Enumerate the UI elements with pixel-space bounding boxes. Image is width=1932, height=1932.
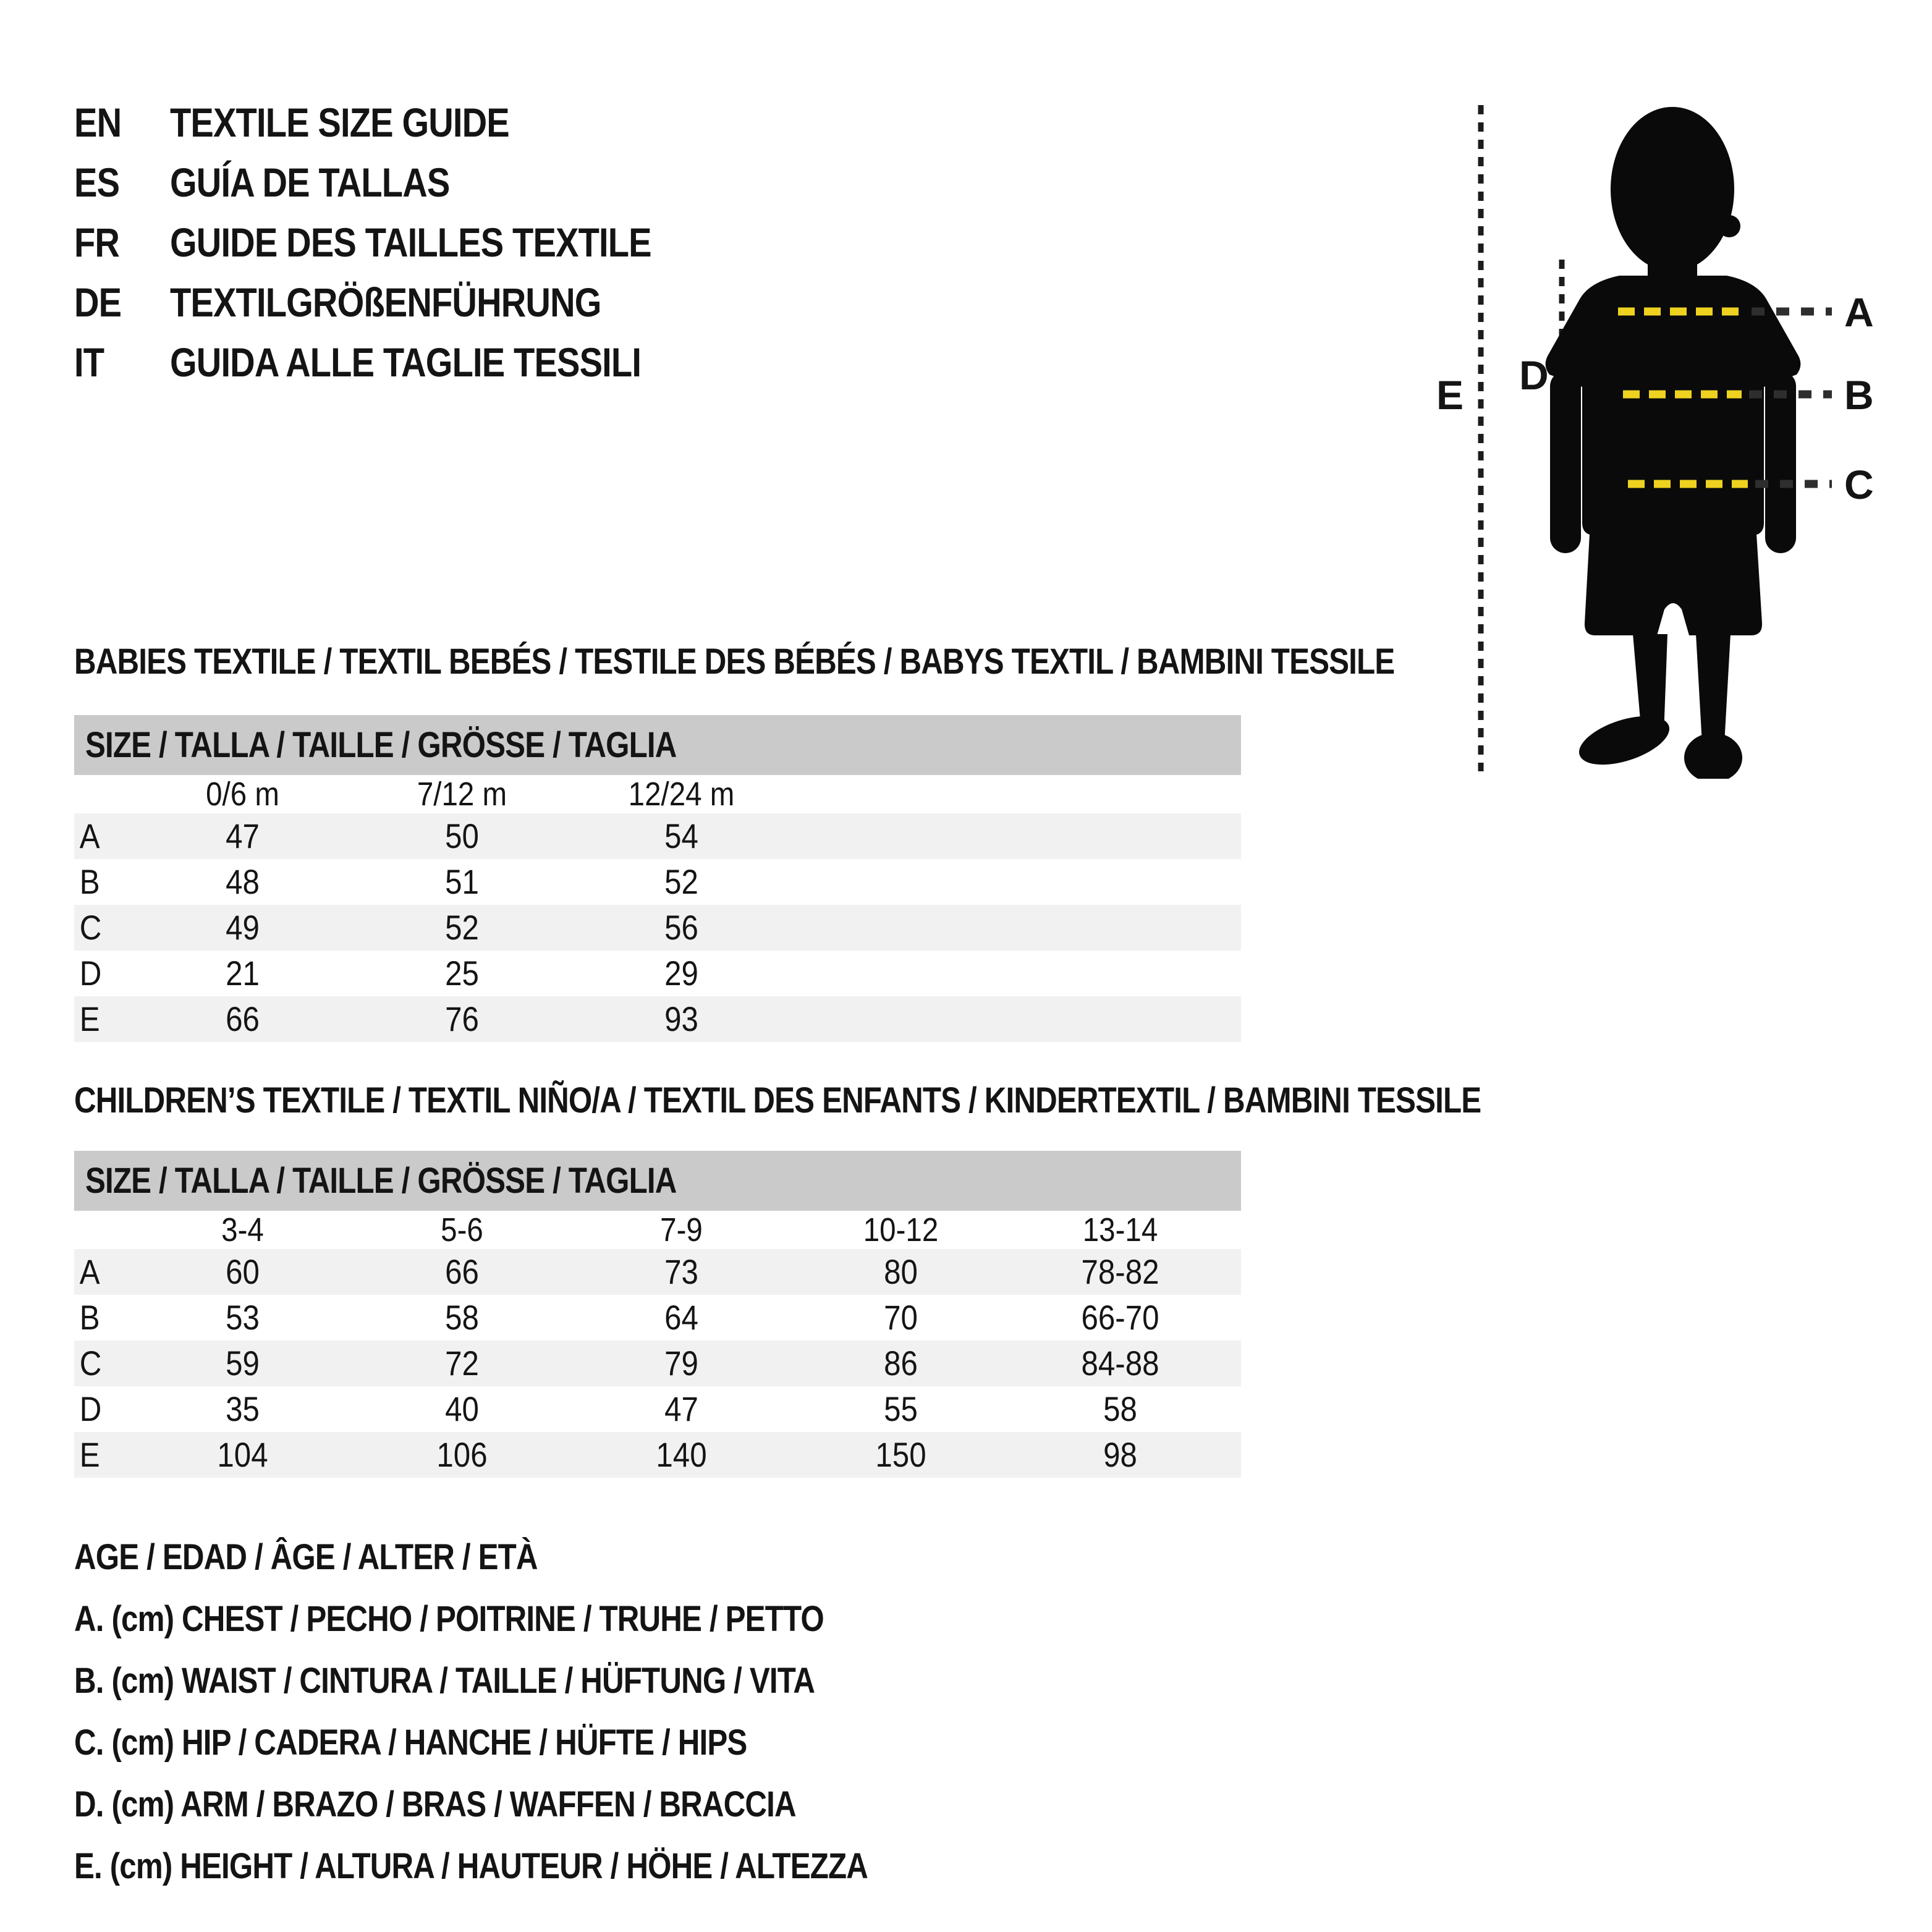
table-cell: 52 [664, 862, 698, 901]
table-cell: 60 [226, 1252, 260, 1291]
table-row [74, 951, 1241, 996]
children-size-table [74, 1151, 1241, 1478]
table-row [74, 1432, 1241, 1478]
table-row [74, 1249, 1241, 1295]
table-cell: 50 [445, 816, 479, 855]
table-cell: 66 [445, 1252, 479, 1291]
lang-code: ES [74, 159, 120, 205]
size-header-bar: SIZE / TALLA / TAILLE / GRÖSSE / TAGLIA [74, 715, 1241, 775]
legend-height-line: E. (cm) HEIGHT / ALTURA / HAUTEUR / HÖHE / ALTEZZA [74, 1846, 868, 1886]
guide-title-es: GUÍA DE TALLAS [170, 159, 450, 205]
table-cell: 47 [664, 1389, 698, 1428]
column-header: 7/12 m [417, 776, 507, 813]
babies-section-title: BABIES TEXTILE / TEXTIL BEBÉS / TESTILE DES BÉBÉS / BABYS TEXTIL / BAMBINI TESSILE [74, 642, 1395, 682]
column-header: 10-12 [863, 1211, 939, 1248]
table-cell: 70 [884, 1298, 918, 1337]
table-cell: 79 [664, 1344, 698, 1383]
table-cell: 84-88 [1081, 1344, 1159, 1383]
table-row [74, 996, 1241, 1042]
table-cell: 150 [875, 1435, 926, 1474]
measure-label-a: A [1844, 289, 1874, 335]
guide-title-fr: GUIDE DES TAILLES TEXTILE [170, 219, 651, 265]
lang-code: EN [74, 100, 122, 145]
table-row [74, 1295, 1241, 1341]
row-label: A [79, 1252, 100, 1291]
table-cell: 72 [445, 1344, 479, 1383]
column-header-row [74, 775, 1241, 813]
children-section-title: CHILDREN’S TEXTILE / TEXTIL NIÑO/A / TEXTIL DES ENFANTS / KINDERTEXTIL / BAMBINI TESSILE [74, 1080, 1481, 1121]
row-label: D [79, 1389, 102, 1428]
table-cell: 66 [226, 999, 260, 1038]
measure-label-c: C [1844, 462, 1874, 507]
table-cell: 80 [884, 1252, 918, 1291]
table-cell: 35 [226, 1389, 260, 1428]
column-header: 3-4 [221, 1211, 264, 1248]
legend-chest-line: A. (cm) CHEST / PECHO / POITRINE / TRUHE / PETTO [74, 1599, 824, 1639]
table-row [74, 1341, 1241, 1386]
table-cell: 21 [226, 954, 260, 993]
row-label: C [79, 908, 102, 947]
lang-code: DE [74, 279, 122, 325]
table-row [74, 813, 1241, 859]
column-header: 0/6 m [206, 776, 279, 813]
lang-code: FR [74, 219, 120, 265]
legend-waist-line: B. (cm) WAIST / CINTURA / TAILLE / HÜFTUNG / VITA [74, 1661, 815, 1701]
table-cell: 48 [226, 862, 260, 901]
measure-label-e: E [1436, 372, 1464, 418]
table-row [74, 859, 1241, 905]
table-cell: 106 [436, 1435, 488, 1474]
column-header: 13-14 [1082, 1211, 1158, 1248]
lang-row-es [74, 153, 736, 213]
measure-label-b: B [1844, 372, 1874, 418]
table-cell: 93 [664, 999, 698, 1038]
table-cell: 54 [664, 816, 698, 855]
row-label: C [79, 1344, 102, 1383]
column-header: 7-9 [660, 1211, 703, 1248]
measure-label-d: D [1519, 352, 1549, 398]
row-label: E [79, 999, 100, 1038]
legend-arm-line: D. (cm) ARM / BRAZO / BRAS / WAFFEN / BRACCIA [74, 1784, 796, 1824]
guide-title-it: GUIDA ALLE TAGLIE TESSILI [170, 339, 642, 385]
table-cell: 56 [664, 908, 698, 947]
table-cell: 98 [1103, 1435, 1137, 1474]
lang-row-it [74, 333, 736, 392]
legend-hip-line: C. (cm) HIP / CADERA / HANCHE / HÜFTE / HIPS [74, 1722, 747, 1763]
table-cell: 76 [445, 999, 479, 1038]
row-label: A [79, 816, 100, 855]
table-row [74, 1386, 1241, 1432]
row-label: D [79, 954, 102, 993]
table-cell: 64 [664, 1298, 698, 1337]
table-cell: 86 [884, 1344, 918, 1383]
column-header: 5-6 [441, 1211, 483, 1248]
table-cell: 104 [217, 1435, 268, 1474]
table-cell: 47 [226, 816, 260, 855]
empty-corner-cell [74, 775, 126, 813]
legend-age-line: AGE / EDAD / ÂGE / ALTER / ETÀ [74, 1537, 538, 1577]
lang-code: IT [74, 339, 104, 385]
table-cell: 78-82 [1081, 1252, 1159, 1291]
table-cell: 51 [445, 862, 479, 901]
table-cell: 49 [226, 908, 260, 947]
table-cell: 58 [1103, 1389, 1137, 1428]
lang-row-fr [74, 213, 736, 273]
measurement-legend [74, 1527, 1008, 1897]
column-header-row [74, 1211, 1241, 1249]
lang-row-en [74, 93, 736, 153]
row-label: E [79, 1435, 100, 1474]
language-title-list [74, 93, 736, 392]
table-cell: 140 [656, 1435, 707, 1474]
table-row [74, 905, 1241, 951]
table-cell: 55 [884, 1389, 918, 1428]
table-cell: 58 [445, 1298, 479, 1337]
row-label: B [79, 862, 100, 901]
table-cell: 52 [445, 908, 479, 947]
table-cell: 53 [226, 1298, 260, 1337]
table-cell: 40 [445, 1389, 479, 1428]
column-header: 12/24 m [628, 776, 735, 813]
table-cell: 29 [664, 954, 698, 993]
row-label: B [79, 1298, 100, 1337]
table-cell: 73 [664, 1252, 698, 1291]
table-cell: 66-70 [1081, 1298, 1159, 1337]
guide-title-de: TEXTILGRÖßENFÜHRUNG [170, 279, 601, 325]
empty-corner-cell [74, 1211, 126, 1249]
size-header-bar: SIZE / TALLA / TAILLE / GRÖSSE / TAGLIA [74, 1151, 1241, 1211]
table-cell: 25 [445, 954, 479, 993]
babies-size-table [74, 715, 1241, 1042]
table-cell: 59 [226, 1344, 260, 1383]
lang-row-de [74, 273, 736, 333]
guide-title-en: TEXTILE SIZE GUIDE [170, 100, 509, 145]
